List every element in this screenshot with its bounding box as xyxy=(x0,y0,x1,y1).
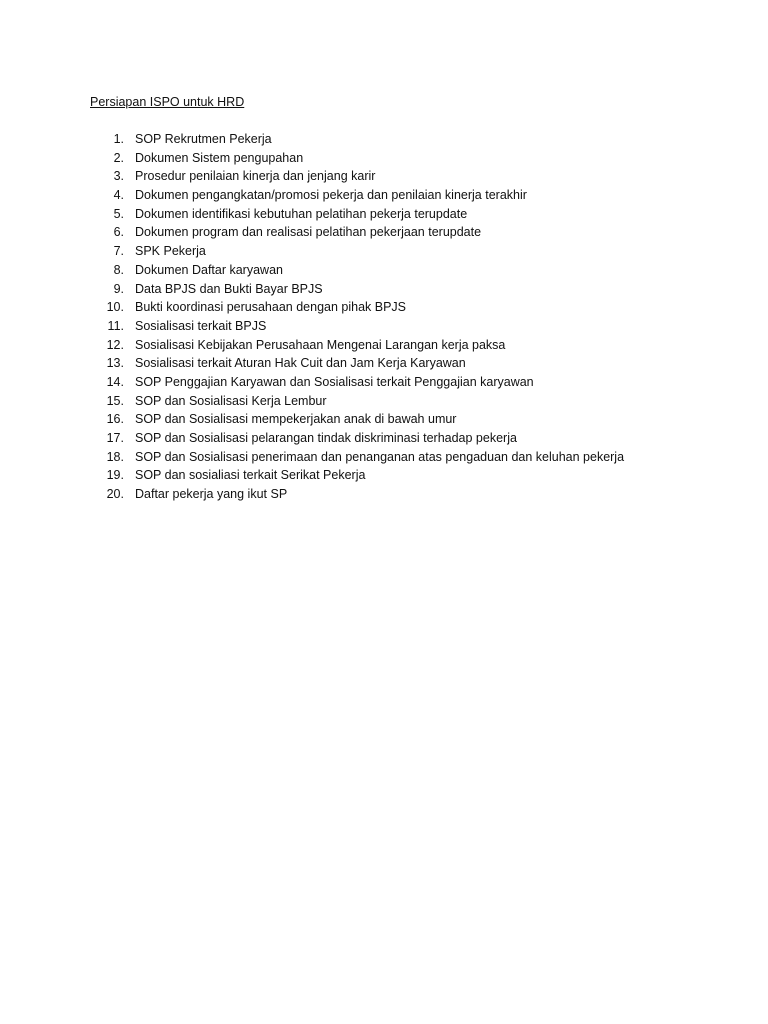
list-item xyxy=(0,168,700,187)
list-item-number: 1. xyxy=(113,132,124,146)
list-item-number: 20. xyxy=(106,487,124,502)
list-item xyxy=(0,430,700,449)
list-item-text: SOP dan sosialiasi terkait Serikat Pekerja xyxy=(135,468,366,483)
list-item-text: SOP dan Sosialisasi Kerja Lembur xyxy=(135,393,327,408)
list-item-number: 8. xyxy=(113,262,124,277)
list-item-number: 5. xyxy=(113,206,124,221)
list-item-number: 18. xyxy=(106,449,124,464)
list-item-number: 13. xyxy=(106,356,124,371)
list-item-text: Sosialisasi Kebijakan Perusahaan Mengenai Larangan kerja paksa xyxy=(135,337,506,352)
list-item xyxy=(0,449,700,468)
list-item xyxy=(0,411,700,430)
list-item-text: Dokumen program dan realisasi pelatihan pekerjaan terupdate xyxy=(135,225,482,240)
list-item xyxy=(0,150,700,169)
list-item xyxy=(0,393,700,412)
list-item-text: SOP dan Sosialisasi penerimaan dan penanganan atas pengaduan dan keluhan pekerja xyxy=(135,449,625,464)
list-item xyxy=(0,374,700,393)
list-item xyxy=(0,299,700,318)
list-item-text: Data BPJS dan Bukti Bayar BPJS xyxy=(135,281,323,296)
list-item xyxy=(0,131,700,150)
list-item xyxy=(0,355,700,374)
list-item-text: Sosialisasi terkait Aturan Hak Cuit dan Jam Kerja Karyawan xyxy=(135,356,466,371)
list-item-number: 4. xyxy=(113,188,124,203)
list-item-text: Daftar pekerja yang ikut SP xyxy=(135,487,288,502)
list-item-text: Dokumen Sistem pengupahan xyxy=(135,150,304,165)
list-item xyxy=(0,337,700,356)
list-item-text: Prosedur penilaian kinerja dan jenjang karir xyxy=(135,169,376,184)
list-item-number: 3. xyxy=(113,169,124,184)
list-item-number: 7. xyxy=(113,244,124,259)
list-item xyxy=(0,224,700,243)
list-item xyxy=(0,262,700,281)
list-item xyxy=(0,318,700,337)
list-item xyxy=(0,243,700,262)
list-item-number: 10. xyxy=(106,300,124,315)
list-item-number: 15. xyxy=(106,393,124,408)
list-item-text: Bukti koordinasi perusahaan dengan pihak BPJS xyxy=(135,300,407,315)
list-item-text: Dokumen pengangkatan/promosi pekerja dan penilaian kinerja terakhir xyxy=(135,188,527,203)
list-item xyxy=(0,486,700,505)
list-item xyxy=(0,187,700,206)
list-item-number: 19. xyxy=(106,468,124,483)
list-item-number: 6. xyxy=(113,225,124,240)
list-item-number: 12. xyxy=(106,337,124,352)
list-item-text: SOP Penggajian Karyawan dan Sosialisasi terkait Penggajian karyawan xyxy=(135,374,534,389)
list-item-text: Sosialisasi terkait BPJS xyxy=(135,318,267,333)
list-item-number: 14. xyxy=(106,374,124,389)
list-item-number: 2. xyxy=(113,150,124,165)
list-item-number: 11. xyxy=(107,318,124,333)
list-item-text: SPK Pekerja xyxy=(135,244,206,259)
list-item-text: Dokumen Daftar karyawan xyxy=(135,262,283,277)
list-item-text: SOP dan Sosialisasi pelarangan tindak diskriminasi terhadap pekerja xyxy=(135,431,517,445)
list-item xyxy=(0,206,700,225)
document-title: Persiapan ISPO untuk HRD xyxy=(90,95,245,109)
list-item-number: 9. xyxy=(113,281,124,296)
list-item-number: 17. xyxy=(106,431,124,445)
list-item-text: SOP dan Sosialisasi mempekerjakan anak di bawah umur xyxy=(135,412,457,427)
list-item-text: SOP Rekrutmen Pekerja xyxy=(135,132,272,146)
numbered-list xyxy=(0,131,700,505)
list-item xyxy=(0,467,700,486)
list-item-number: 16. xyxy=(106,412,124,427)
list-item xyxy=(0,281,700,300)
list-item-text: Dokumen identifikasi kebutuhan pelatihan pekerja terupdate xyxy=(135,206,468,221)
